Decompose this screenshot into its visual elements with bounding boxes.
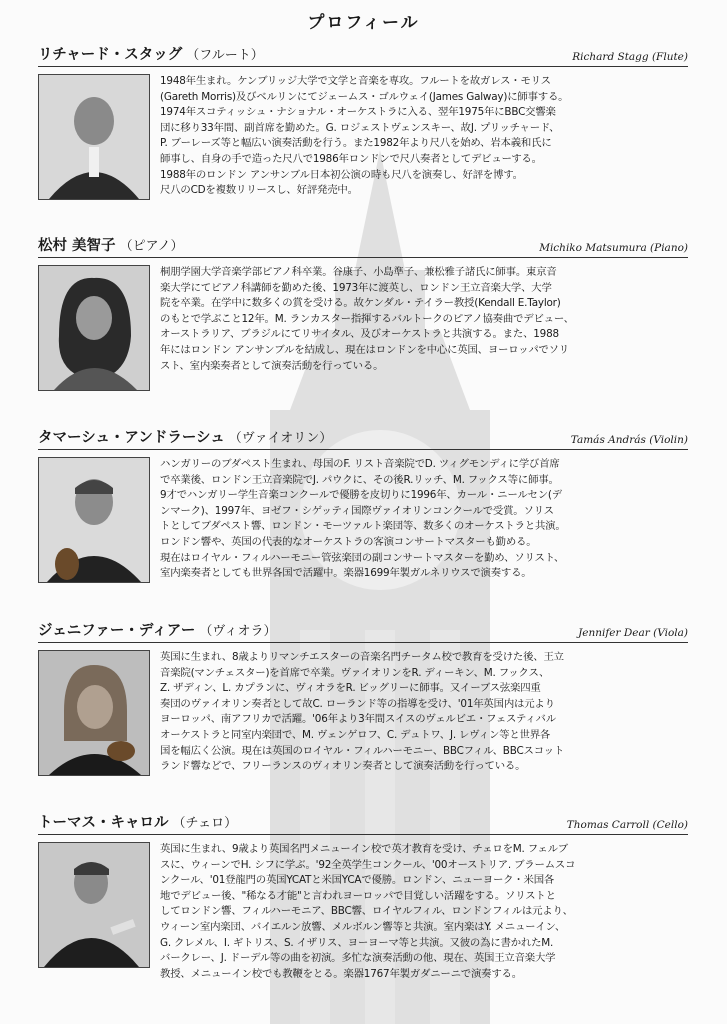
bio-line: 桐朋学園大学音楽学部ピアノ科卒業。谷康子、小島準子、兼松雅子諸氏に師事。東京音 [160,266,557,278]
performer-name: トーマス・キャロル （チェロ） [38,815,238,831]
bio-line: してロンドン響、フィルハーモニア、BBC響、ロイヤルフィル、ロンドンフィルは元より、 [160,905,573,918]
bio-line: ランド響などで、フリーランスのヴィオリン奏者として演奏活動を行っている。 [160,760,526,773]
page-title: プロフィール [307,13,420,33]
bio-line: スに、ウィーンでH. シフに学ぶ。'92全英学生コンクール、'00オーストリア. ブラームスコ [160,858,576,871]
bio-line: ロンドン響や、英国の代表的なオーケストラの客演コンサートマスターも勤める。 [160,535,537,548]
bio-line: 教授、メニューイン校でも教鞭をとる。楽器1767年製ガダニーニで演奏する。 [160,967,522,980]
roman-name: Michiko Matsumura (Piano) [539,242,688,254]
performer-photo [38,74,150,200]
bio-line: 年にはロンドン アンサンブルを結成し、現在はロンドンを中心に英国、ヨーロッパでソリ [160,343,569,356]
bio-line: Z. ザディン、L. カプランに、ヴィオラをR. ビッグリーに師事。又イーブス弦楽四重 [160,682,541,695]
profile-header [38,620,688,643]
performer-name: タマーシュ・アンドラーシュ （ヴァイオリン） [38,430,333,446]
performer-name: 松村 美智子 （ピアノ） [38,238,184,254]
performer-bio [160,74,690,199]
profile-header [38,44,688,67]
instrument-label: （ヴァイオリン） [228,431,333,446]
profile-header [38,812,688,835]
bio-line: ウィーン室内楽団、バイエルン放響、メルボルン響等と共演。室内楽はY. メニューイン、 [160,920,566,933]
bio-line: 1974年スコティッシュ・ナショナル・オーケストラに入る、翌年1975年にBBC交響楽 [160,106,556,119]
instrument-label: （ピアノ） [119,239,184,254]
bio-line: 1948年生まれ。ケンブリッジ大学で文学と音楽を専攻。フルートを故ガレス・モリス [160,75,551,87]
profile-richard-stagg [38,44,688,197]
bio-line: 奏団のヴァイオリン奏者として故C. ローランド等の指導を受け、'01年英国内は元より [160,697,555,710]
instrument-label: （チェロ） [172,816,238,831]
bio-line: オーケストラと同室内楽団で、M. ヴェンゲロフ、C. デュトワ、J. レヴィン等と世界各 [160,728,551,741]
performer-bio [160,265,690,374]
performer-photo [38,650,150,776]
bio-line: 団に移り33年間、副首席を勤めた。G. ロジェストヴェンスキー、故J. プリッチャード、 [160,121,560,134]
bio-line: 現在はロイヤル・フィルハーモニー管弦楽団の副コンサートマスターを勤め、ソリスト、 [160,551,565,564]
bio-line: スト、室内楽奏者として演奏活動を行っている。 [160,359,384,372]
bio-line: ンマーク)、1997年、ヨゼフ・シゲッティ国際ヴァイオリンコンクールで受賞。ソリス [160,504,554,517]
performer-name: ジェニファー・ディアー （ヴィオラ） [38,623,277,639]
bio-line: P. ブーレーズ等と幅広い演奏活動を行う。また1982年より尺八を始め、岩本義和氏に [160,137,552,150]
bio-line: 楽大学にてピアノ科講師を勤めた後、1973年に渡英し、ロンドン王立音楽大学、大学 [160,281,552,294]
roman-name: Jennifer Dear (Viola) [578,627,688,639]
bio-line: 9才でハンガリー学生音楽コンクールで優勝を皮切りに1996年、カール・ニールセン(デ [160,489,562,502]
profile-jennifer-dear [38,620,688,773]
performer-bio [160,457,690,582]
bio-line: 英国に生まれ、8歳よりリマンチエスターの音楽名門チータム校で教育を受けた後、王立 [160,651,564,663]
instrument-label: （ヴィオラ） [199,624,277,639]
performer-photo [38,265,150,391]
bio-line: 尺八のCDを複数リリースし、好評発売中。 [160,184,358,197]
performer-name: リチャード・スタッグ （フルート） [38,47,264,63]
bio-line: ハンガリーのブダペスト生まれ、母国のF. リスト音楽院でD. ツィグモンディに学び首席 [160,458,560,470]
bio-line: 英国に生まれ、9歳より英国名門メニューイン校で英才教育を受け、チェロをM. フェルブ [160,843,568,855]
profile-thomas-carroll [38,812,688,980]
bio-line: バークレー、J. ドーデル等の曲を初演。多忙な演奏活動の他、現在、英国王立音楽大学 [160,952,556,965]
bio-line: ンクール、'01登龍門の英国YCATと米国YCAで優勝。ロンドン、ニューヨーク・米国各 [160,874,555,887]
roman-name: Tamás András (Violin) [570,434,688,446]
bio-line: 師事し、自身の手で造った尺八で1986年ロンドンで尺八奏者としてデビューする。 [160,152,542,165]
roman-name: Thomas Carroll (Cello) [566,819,688,831]
profile-header [38,235,688,258]
bio-line: ヨーロッパ、南アフリカで活躍。'06年より3年間スイスのヴェルビエ・フェスティバル [160,713,556,726]
roman-name: Richard Stagg (Flute) [572,51,688,63]
bio-line: 室内楽奏者としても世界各国で活躍中。楽器1699年製ガルネリウスで演奏する。 [160,567,532,580]
bio-line: で卒業後、ロンドン王立音楽院でJ. パウクに、その後R.リッチ、M. フックス等に師事。 [160,473,559,486]
performer-bio [160,650,690,775]
performer-photo [38,842,150,968]
bio-line: トとしてブダペスト響、ロンドン・モーツァルト楽団等、数多くのオーケストラと共演。 [160,520,566,533]
bio-line: G. クレメル、I. ギトリス、S. イザリス、ヨーヨーマ等と共演。又彼の為に書かれたM. [160,936,554,949]
profile-michiko-matsumura [38,235,688,372]
bio-line: 院を卒業。在学中に数多くの賞を受ける。故ケンダル・テイラー教授(Kendall E.Taylor) [160,297,561,310]
bio-line: 音楽院(マンチェスター)を首席で卒業。ヴァイオリンをR. ディーキン、M. フックス、 [160,666,550,679]
bio-line: オーストラリア、ブラジルにてリサイタル、及びオーケストラと共演する。また、1988 [160,328,559,341]
bio-line: 地でデビュー後、"稀なる才能"と言われヨーロッパで目覚しい活躍をする。ソリストと [160,889,556,902]
bio-line: (Gareth Morris)及びベルリンにてジェームス・ゴルウェイ(James Galway)に師事する。 [160,90,569,103]
profile-header [38,427,688,450]
performer-photo [38,457,150,583]
profile-tamas-andras [38,427,688,580]
performer-bio [160,842,690,982]
instrument-label: （フルート） [186,48,264,63]
bio-line: 1988年のロンドン アンサンブル日本初公演の時も尺八を演奏し、好評を博す。 [160,168,523,181]
bio-line: 国を幅広く公演。現在は英国のロイヤル・フィルハーモニー、BBCフィル、BBCスコット [160,744,565,757]
bio-line: のもとで学ぶこと12年。M. ランカスター指揮するバルトークのピアノ協奏曲でデビュー、 [160,312,574,325]
